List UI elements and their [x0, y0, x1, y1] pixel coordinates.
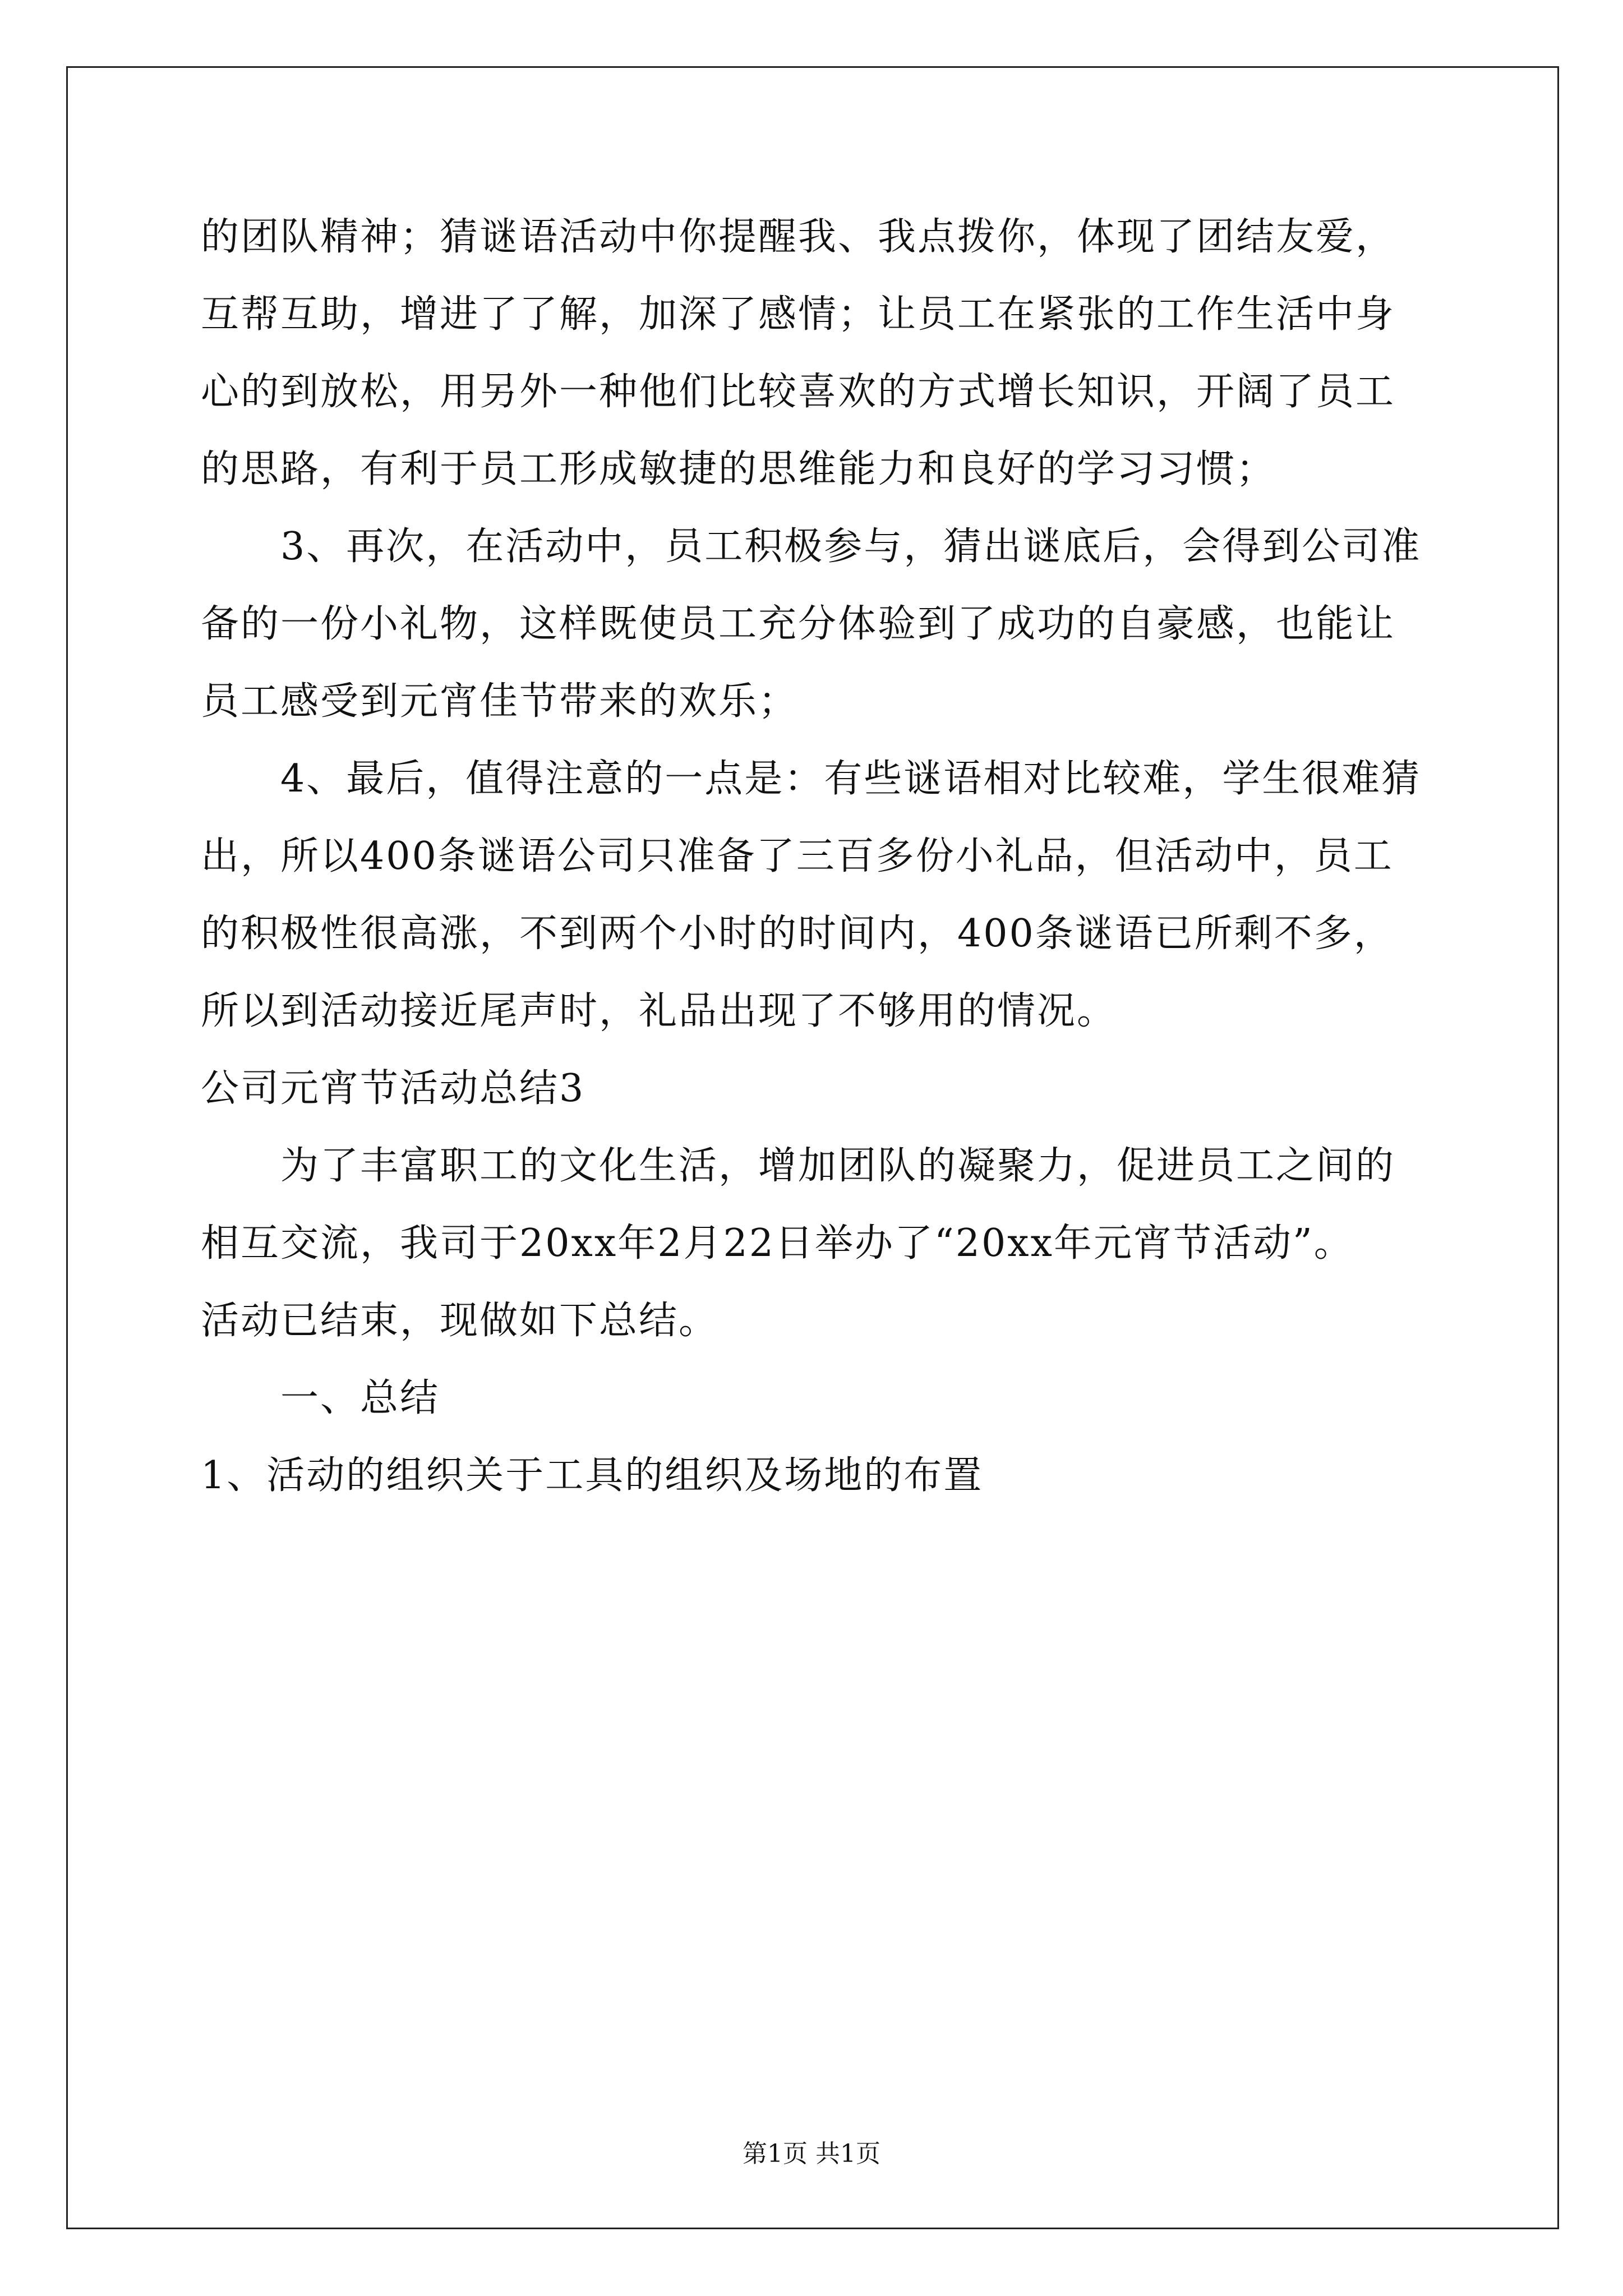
list-item: 1、活动的组织关于工具的组织及场地的布置 — [201, 1453, 984, 1498]
subheading: 一、总结 — [280, 1376, 440, 1420]
body-line: 员工感受到元宵佳节带来的欢乐； — [201, 679, 799, 724]
body-line: 备的一份小礼物，这样既使员工充分体验到了成功的自豪感，也能让 — [201, 602, 1396, 646]
body-line: 出，所以400条谜语公司只准备了三百多份小礼品，但活动中，员工 — [201, 834, 1394, 878]
body-line: 的团队精神；猜谜语活动中你提醒我、我点拨你，体现了团结友爱， — [201, 215, 1396, 259]
body-line: 所以到活动接近尾声时，礼品出现了不够用的情况。 — [201, 989, 1117, 1033]
body-line: 活动已结束，现做如下总结。 — [201, 1299, 719, 1343]
body-line: 3、再次，在活动中，员工积极参与，猜出谜底后，会得到公司准 — [280, 524, 1422, 569]
body-line: 互帮互助，增进了了解，加深了感情；让员工在紧张的工作生活中身 — [201, 292, 1396, 337]
section-heading: 公司元宵节活动总结3 — [201, 1066, 585, 1111]
body-line: 的积极性很高涨，不到两个小时的时间内，400条谜语已所剩不多， — [201, 912, 1394, 956]
body-line: 为了丰富职工的文化生活，增加团队的凝聚力，促进员工之间的 — [280, 1144, 1396, 1188]
page-footer: 第1页 共1页 — [743, 2139, 880, 2168]
body-line: 4、最后，值得注意的一点是：有些谜语相对比较难，学生很难猜 — [280, 757, 1422, 801]
body-line: 心的到放松，用另外一种他们比较喜欢的方式增长知识，开阔了员工 — [201, 370, 1396, 414]
body-line: 相互交流，我司于20xx年2月22日举办了“20xx年元宵节活动”。 — [201, 1221, 1354, 1266]
body-line: 的思路，有利于员工形成敏捷的思维能力和良好的学习习惯； — [201, 447, 1276, 491]
